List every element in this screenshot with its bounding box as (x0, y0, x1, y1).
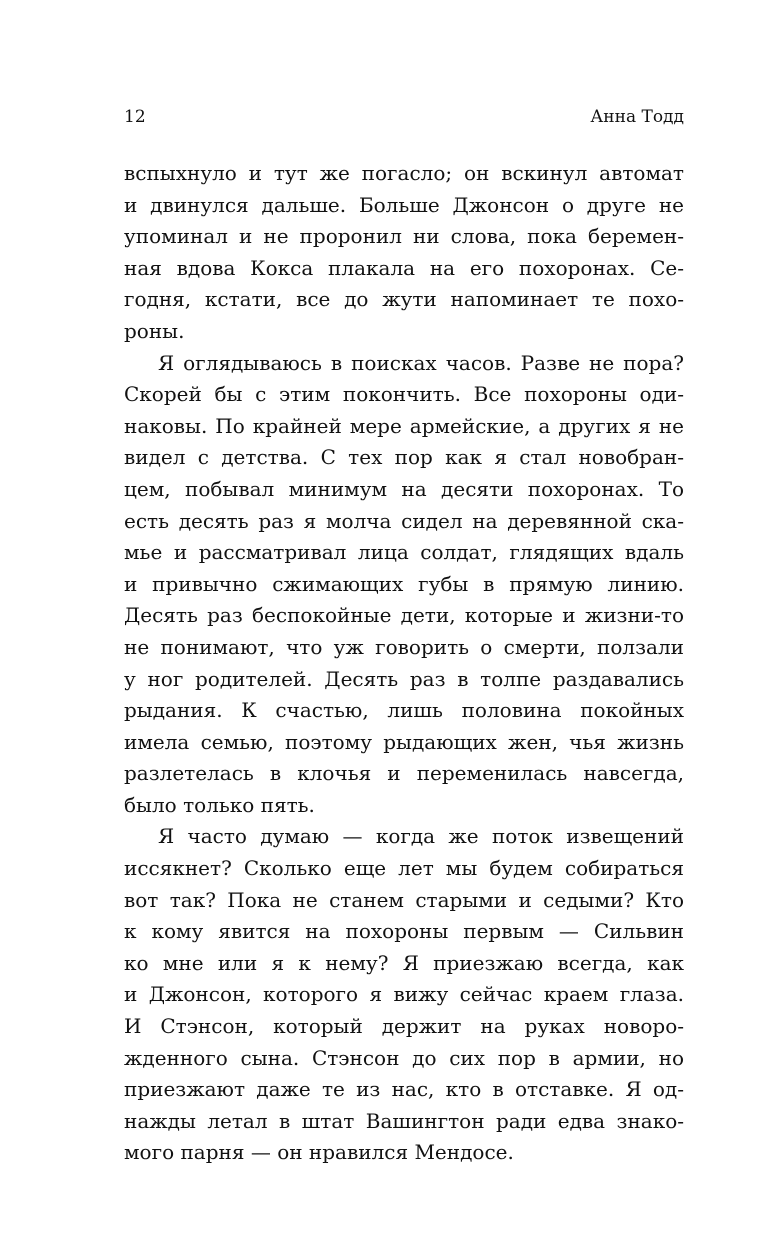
text-line: видел с детства. С тех пор как я стал новобран- (124, 445, 684, 470)
page-header (124, 104, 684, 130)
text-line: имела семью, поэтому рыдающих жен, чья жизнь (124, 729, 684, 754)
text-line: упоминал и не проронил ни слова, пока беремен- (124, 224, 684, 249)
text-line: не понимают, что уж говорить о смерти, ползали (124, 634, 684, 659)
body-text (124, 158, 684, 1169)
text-line: ная вдова Кокса плакала на его похоронах. Се- (124, 255, 684, 280)
text-line: приезжают даже те из нас, кто в отставке. Я од- (124, 1077, 684, 1102)
text-line: ко мне или я к нему? Я приезжаю всегда, как (124, 950, 684, 975)
text-line: мого парня — он нравился Мендосе. (124, 1140, 514, 1165)
text-line: жденного сына. Стэнсон до сих пор в армии, но (124, 1045, 684, 1070)
text-line: и Джонсон, которого я вижу сейчас краем глаза. (124, 982, 684, 1007)
text-line: есть десять раз я молча сидел на деревянной ска- (124, 508, 684, 533)
text-line: нажды летал в штат Вашингтон ради едва знако- (124, 1108, 684, 1133)
text-line: Я часто думаю — когда же поток извещений (158, 824, 684, 849)
text-line: и привычно сжимающих губы в прямую линию. (124, 571, 684, 596)
text-line: у ног родителей. Десять раз в толпе раздавались (124, 666, 684, 691)
text-line: И Стэнсон, который держит на руках новоро- (124, 1014, 684, 1039)
page-number: 12 (124, 107, 146, 127)
text-line: Десять раз беспокойные дети, которые и жизни-то (124, 603, 684, 628)
text-line: годня, кстати, все до жути напоминает те похо- (124, 287, 684, 312)
text-line: вот так? Пока не станем старыми и седыми? Кто (124, 887, 684, 912)
text-line: иссякнет? Сколько еще лет мы будем собираться (124, 856, 684, 881)
text-line: и двинулся дальше. Больше Джонсон о друге не (124, 192, 684, 217)
text-line: мье и рассматривал лица солдат, глядящих вдаль (124, 540, 684, 565)
text-line: к кому явится на похороны первым — Сильвин (124, 919, 684, 944)
text-line: наковы. По крайней мере армейские, а других я не (124, 413, 684, 438)
text-line: было только пять. (124, 792, 315, 817)
text-line: цем, побывал минимум на десяти похоронах. То (124, 476, 684, 501)
text-line: вспыхнуло и тут же погасло; он вскинул автомат (124, 161, 684, 185)
text-line: рыдания. К счастью, лишь половина покойных (124, 698, 684, 723)
text-line: разлетелась в клочья и переменилась навсегда, (124, 761, 684, 786)
text-line: роны. (124, 318, 185, 343)
text-line: Скорей бы с этим покончить. Все похороны оди- (124, 382, 684, 407)
text-line: Я оглядываюсь в поисках часов. Разве не пора? (158, 350, 684, 375)
running-head-author: Анна Тодд (590, 107, 684, 127)
